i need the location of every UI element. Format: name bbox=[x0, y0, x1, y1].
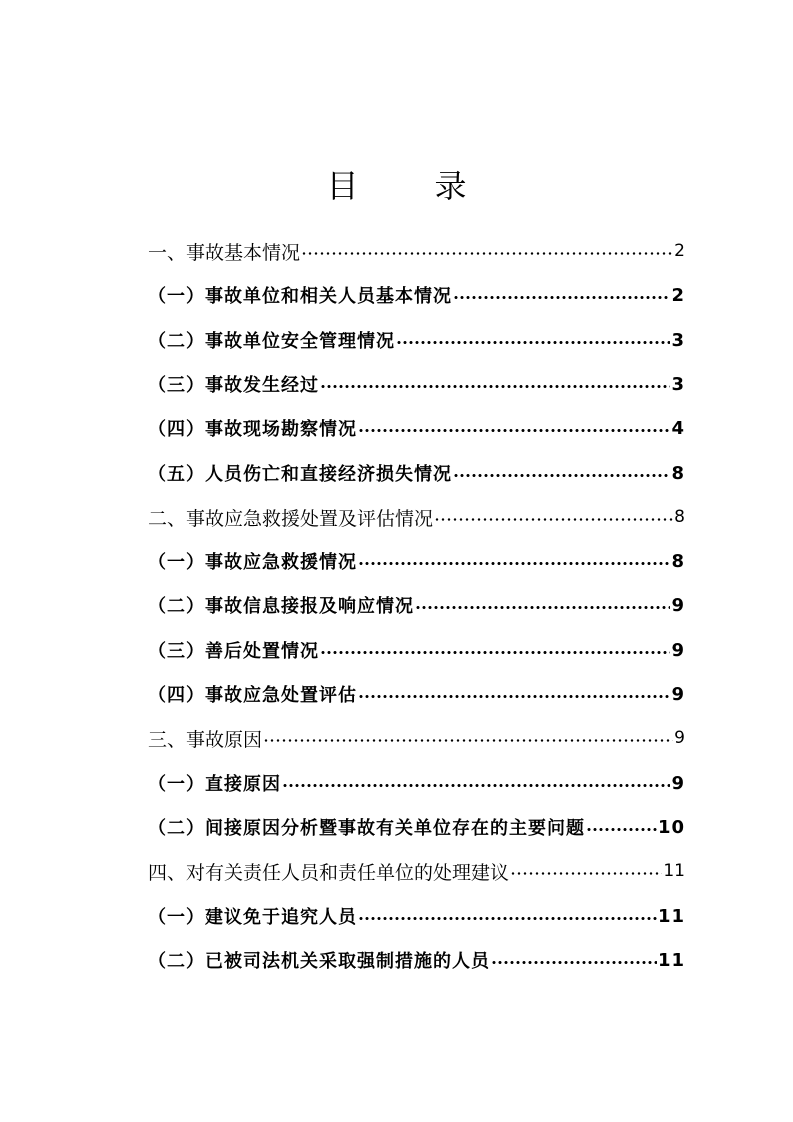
toc-entry[interactable] bbox=[148, 812, 685, 842]
toc-entry-text: （五）人员伤亡和直接经济损失情况 bbox=[148, 464, 452, 485]
toc-leader-dots bbox=[396, 325, 670, 355]
toc-entry[interactable] bbox=[148, 458, 685, 488]
toc-entry-text: （二）事故单位安全管理情况 bbox=[148, 331, 395, 352]
toc-leader-dots bbox=[301, 236, 673, 266]
toc-entry[interactable] bbox=[148, 502, 685, 532]
toc-page-number: 11 bbox=[657, 949, 685, 971]
toc-page-number: 8 bbox=[674, 507, 685, 527]
toc-entry-text: （一）建议免于追究人员 bbox=[148, 907, 357, 928]
toc-entry-text: （二）已被司法机关采取强制措施的人员 bbox=[148, 951, 490, 972]
toc-entry[interactable] bbox=[148, 280, 685, 310]
toc-entry[interactable] bbox=[148, 945, 685, 975]
toc-title bbox=[0, 159, 793, 209]
toc-page-number: 9 bbox=[671, 772, 685, 794]
toc-leader-dots bbox=[263, 723, 673, 753]
toc-leader-dots bbox=[358, 679, 670, 709]
toc-leader-dots bbox=[320, 635, 670, 665]
toc-leader-dots bbox=[358, 413, 670, 443]
toc-page-number: 9 bbox=[674, 728, 685, 748]
toc-entry-text: （一）直接原因 bbox=[148, 774, 281, 795]
toc-page-number: 9 bbox=[671, 639, 685, 661]
toc-page-number: 2 bbox=[674, 241, 685, 261]
toc-title-char-2: 录 bbox=[434, 167, 467, 206]
toc-entry[interactable] bbox=[148, 236, 685, 266]
toc-page-number: 8 bbox=[671, 550, 685, 572]
toc-page-number: 3 bbox=[671, 329, 685, 351]
toc-entry-text: （一）事故应急救援情况 bbox=[148, 552, 357, 573]
toc-entry[interactable] bbox=[148, 679, 685, 709]
toc-entry-text: （二）事故信息接报及响应情况 bbox=[148, 596, 414, 617]
toc-entry[interactable] bbox=[148, 325, 685, 355]
toc-leader-dots bbox=[491, 945, 657, 975]
toc-entry-text: （四）事故应急处置评估 bbox=[148, 685, 357, 706]
toc-leader-dots bbox=[282, 768, 670, 798]
toc-page-number: 11 bbox=[663, 861, 685, 881]
toc-page-number: 10 bbox=[657, 816, 685, 838]
toc-page-number: 4 bbox=[671, 417, 685, 439]
toc-page-number: 9 bbox=[671, 594, 685, 616]
toc-entry[interactable] bbox=[148, 901, 685, 931]
toc-leader-dots bbox=[358, 901, 657, 931]
toc-entry[interactable] bbox=[148, 590, 685, 620]
toc-page-number: 3 bbox=[671, 373, 685, 395]
toc-entry-text: （一）事故单位和相关人员基本情况 bbox=[148, 286, 452, 307]
toc-page-number: 11 bbox=[657, 905, 685, 927]
toc-entry-text: （四）事故现场勘察情况 bbox=[148, 419, 357, 440]
toc-entry[interactable] bbox=[148, 768, 685, 798]
toc-entry-text: （三）事故发生经过 bbox=[148, 375, 319, 396]
toc-entry[interactable] bbox=[148, 546, 685, 576]
toc-entry[interactable] bbox=[148, 369, 685, 399]
toc-leader-dots bbox=[510, 856, 662, 886]
toc-entry[interactable] bbox=[148, 635, 685, 665]
toc-entry[interactable] bbox=[148, 723, 685, 753]
toc-entry-text: 一、事故基本情况 bbox=[148, 241, 301, 264]
toc-page-number: 8 bbox=[671, 462, 685, 484]
toc-leader-dots bbox=[453, 458, 670, 488]
toc-entry[interactable] bbox=[148, 413, 685, 443]
toc-page-number: 2 bbox=[671, 284, 685, 306]
toc-leader-dots bbox=[434, 502, 673, 532]
toc-page-number: 9 bbox=[671, 683, 685, 705]
toc-entry-text: （三）善后处置情况 bbox=[148, 641, 319, 662]
toc-leader-dots bbox=[320, 369, 670, 399]
toc-leader-dots bbox=[415, 590, 670, 620]
toc-title-char-1: 目 bbox=[326, 167, 359, 206]
toc-leader-dots bbox=[358, 546, 670, 576]
toc-leader-dots bbox=[586, 812, 657, 842]
toc-leader-dots bbox=[453, 280, 670, 310]
toc-entry-text: 四、对有关责任人员和责任单位的处理建议 bbox=[148, 861, 510, 884]
toc-entry-text: （二）间接原因分析暨事故有关单位存在的主要问题 bbox=[148, 818, 585, 839]
toc-entry-text: 三、事故原因 bbox=[148, 728, 263, 751]
toc-entry-text: 二、事故应急救援处置及评估情况 bbox=[148, 507, 434, 530]
toc-entry[interactable] bbox=[148, 856, 685, 886]
